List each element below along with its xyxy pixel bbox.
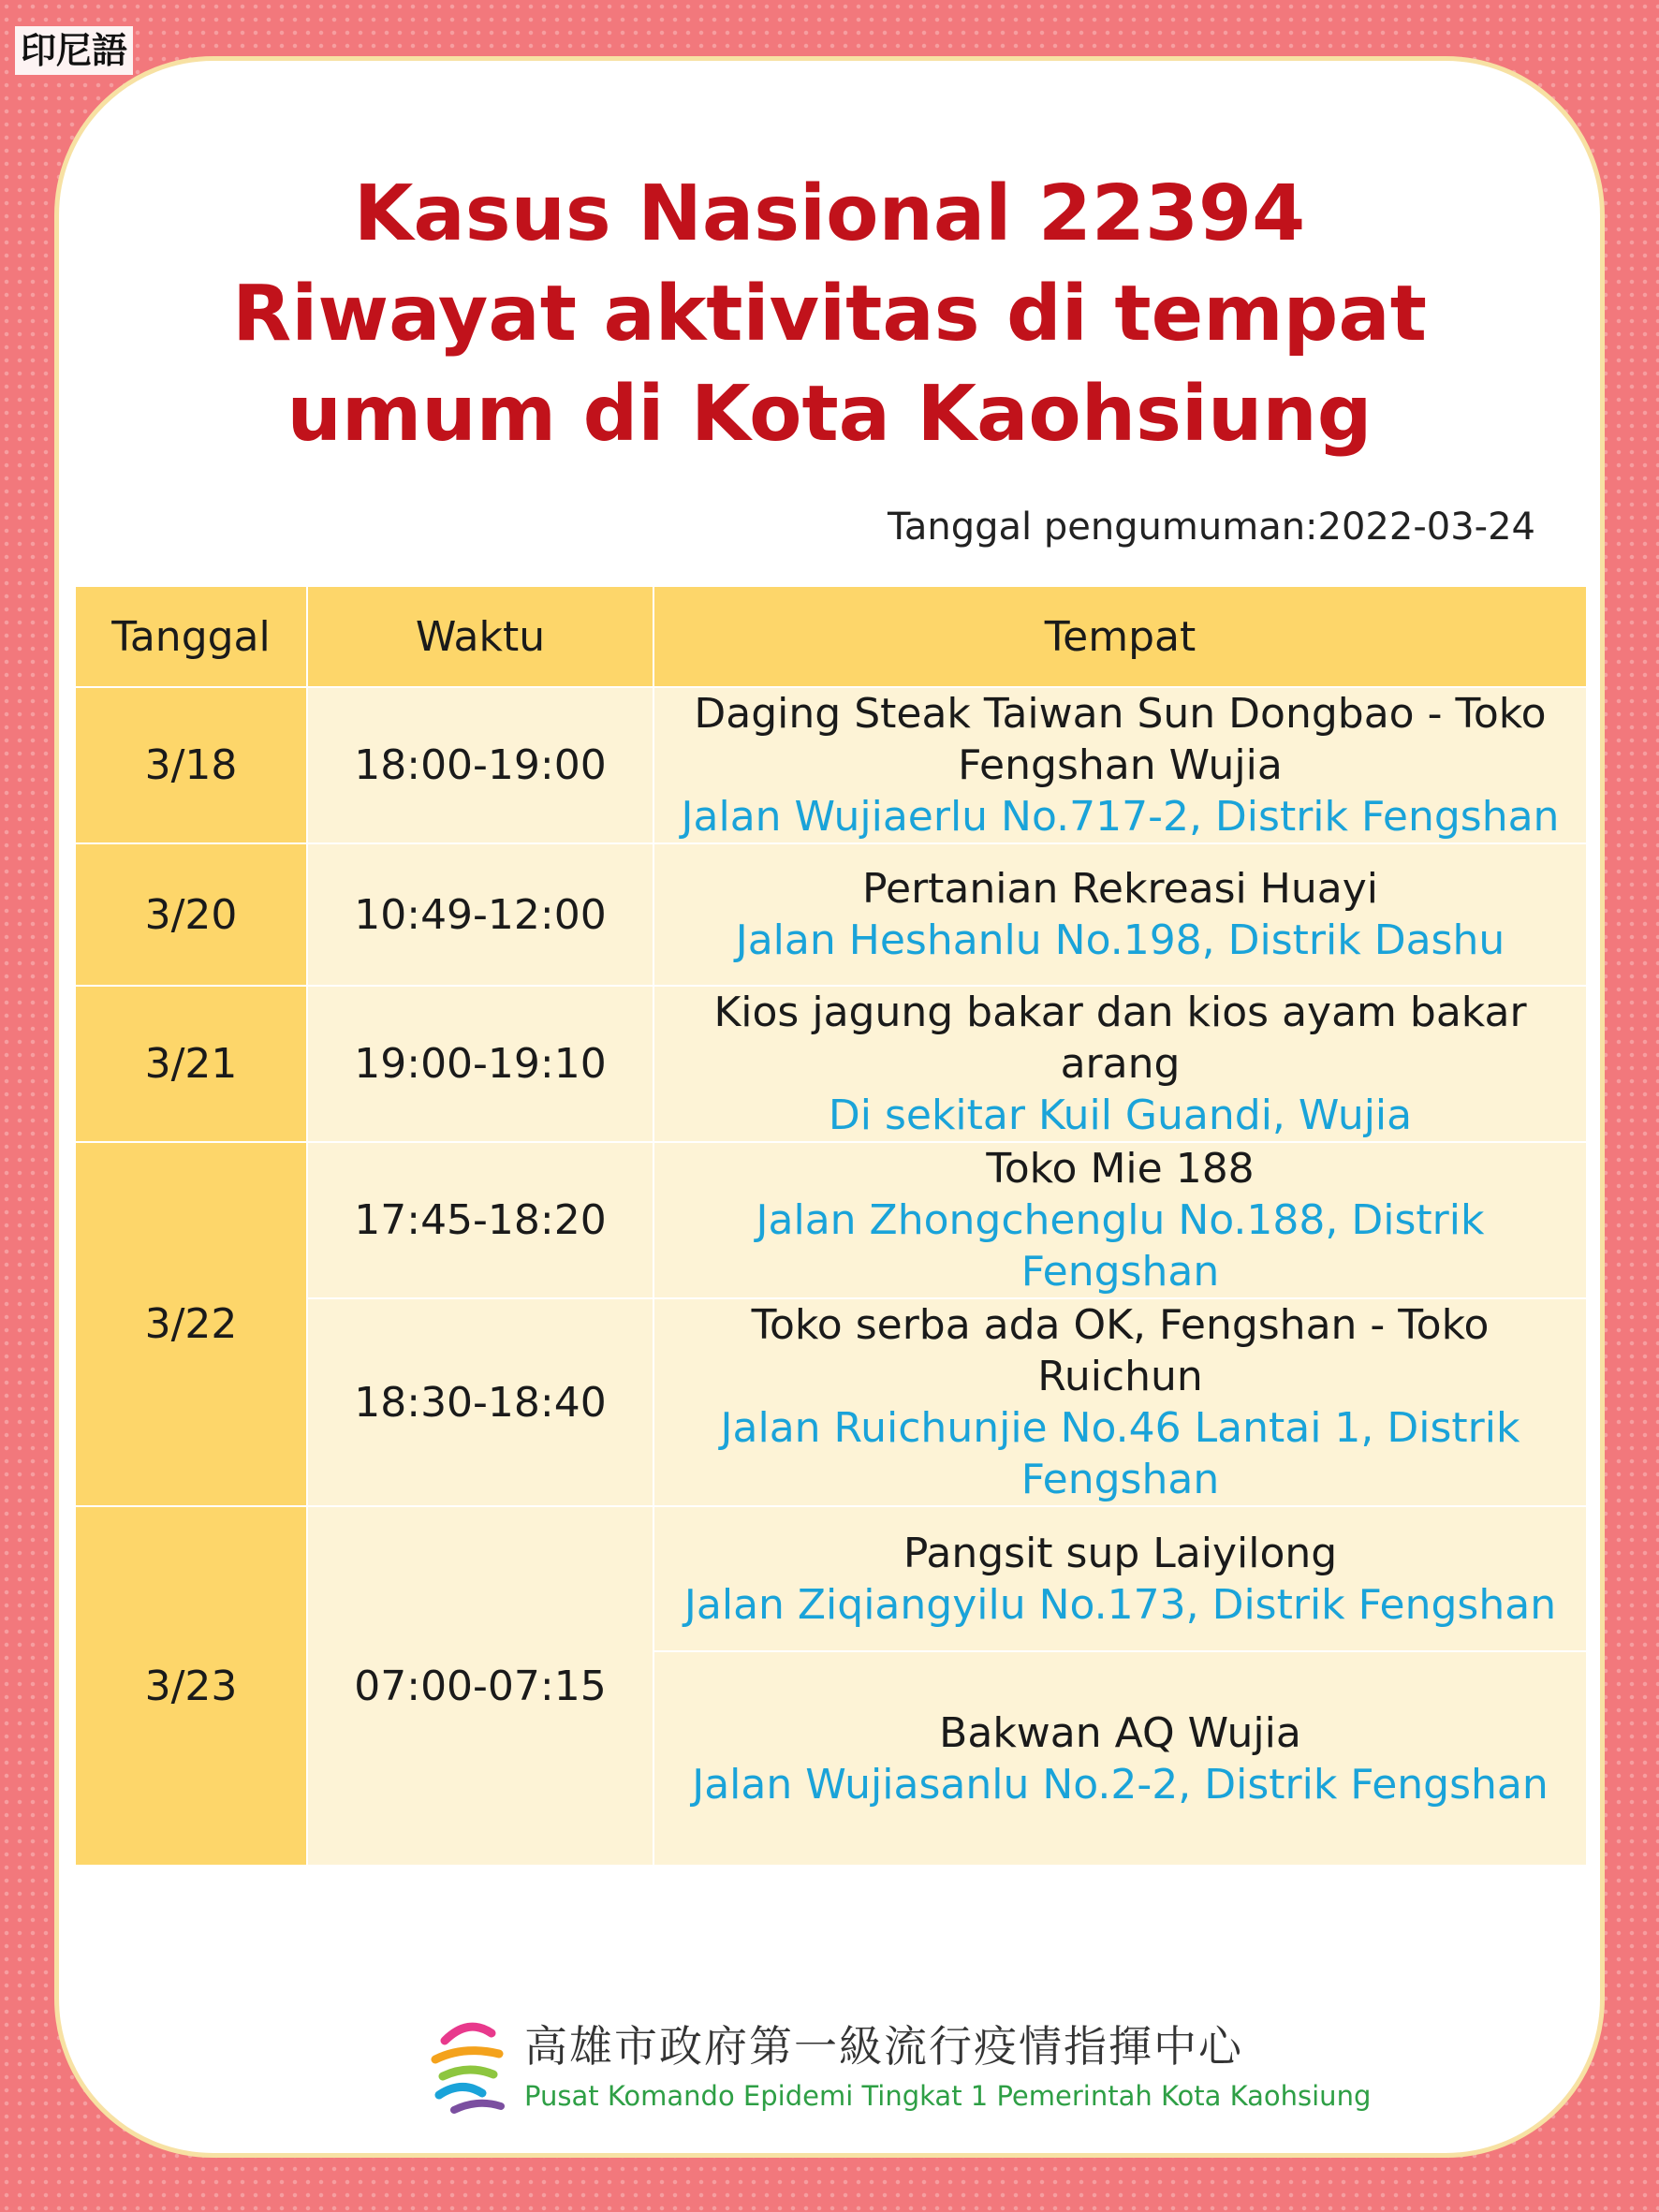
place-cell xyxy=(653,843,1587,986)
table-row xyxy=(75,986,1587,1142)
title-line-3: umum di Kota Kaohsiung xyxy=(286,370,1373,459)
date-cell: 3/23 xyxy=(75,1506,307,1866)
place-name: Pertanian Rekreasi Huayi xyxy=(862,865,1378,913)
header-place: Tempat xyxy=(653,586,1587,687)
header-time: Waktu xyxy=(307,586,653,687)
footer-org-chinese: 高雄市政府第一級流行疫情指揮中心 xyxy=(524,2021,1243,2072)
time-cell: 18:30-18:40 xyxy=(307,1298,653,1506)
place-name: Daging Steak Taiwan Sun Dongbao - Toko Fengshan Wujia xyxy=(694,690,1547,789)
header-date: Tanggal xyxy=(75,586,307,687)
time-cell: 07:00-07:15 xyxy=(307,1506,653,1866)
place-name: Toko serba ada OK, Fengshan - Toko Ruichun xyxy=(751,1301,1490,1400)
place-address: Jalan Heshanlu No.198, Distrik Dashu xyxy=(735,916,1505,964)
activity-table xyxy=(74,585,1588,1867)
time-cell: 10:49-12:00 xyxy=(307,843,653,986)
date-cell: 3/22 xyxy=(75,1142,307,1506)
place-cell xyxy=(653,687,1587,843)
place-address: Jalan Ruichunjie No.46 Lantai 1, Distrik Fengshan xyxy=(720,1404,1520,1503)
place-cell xyxy=(653,1506,1587,1651)
place-name: Toko Mie 188 xyxy=(986,1145,1255,1193)
place-name: Pangsit sup Laiyilong xyxy=(903,1529,1338,1577)
date-cell: 3/20 xyxy=(75,843,307,986)
place-cell xyxy=(653,1142,1587,1298)
table-row xyxy=(75,1506,1587,1651)
table-header-row xyxy=(75,586,1587,687)
time-cell: 17:45-18:20 xyxy=(307,1142,653,1298)
announcement-date: Tanggal pengumuman:2022-03-24 xyxy=(888,505,1535,549)
table-row xyxy=(75,687,1587,843)
title-line-2: Riwayat aktivitas di tempat xyxy=(232,270,1427,359)
place-cell xyxy=(653,1298,1587,1506)
time-cell: 18:00-19:00 xyxy=(307,687,653,843)
date-cell: 3/21 xyxy=(75,986,307,1142)
place-cell xyxy=(653,986,1587,1142)
table-row xyxy=(75,1142,1587,1298)
time-cell: 19:00-19:10 xyxy=(307,986,653,1142)
footer-org-indonesian: Pusat Komando Epidemi Tingkat 1 Pemerintah Kota Kaohsiung xyxy=(524,2080,1372,2112)
place-name: Bakwan AQ Wujia xyxy=(939,1708,1301,1757)
place-cell xyxy=(653,1651,1587,1866)
page-title xyxy=(59,164,1600,464)
place-address: Jalan Ziqiangyilu No.173, Distrik Fengshan xyxy=(683,1580,1557,1629)
place-address: Jalan Wujiasanlu No.2-2, Distrik Fengshan xyxy=(692,1760,1549,1809)
place-name: Kios jagung bakar dan kios ayam bakar arang xyxy=(713,989,1527,1088)
place-address: Di sekitar Kuil Guandi, Wujia xyxy=(828,1091,1413,1139)
place-address: Jalan Wujiaerlu No.717-2, Distrik Fengshan xyxy=(681,793,1560,841)
table-row xyxy=(75,843,1587,986)
title-line-1: Kasus Nasional 22394 xyxy=(353,169,1306,258)
date-cell: 3/18 xyxy=(75,687,307,843)
place-address: Jalan Zhongchenglu No.188, Distrik Fengshan xyxy=(756,1196,1485,1296)
language-tag: 印尼語 xyxy=(15,26,133,75)
kaohsiung-logo-icon xyxy=(426,2013,510,2116)
